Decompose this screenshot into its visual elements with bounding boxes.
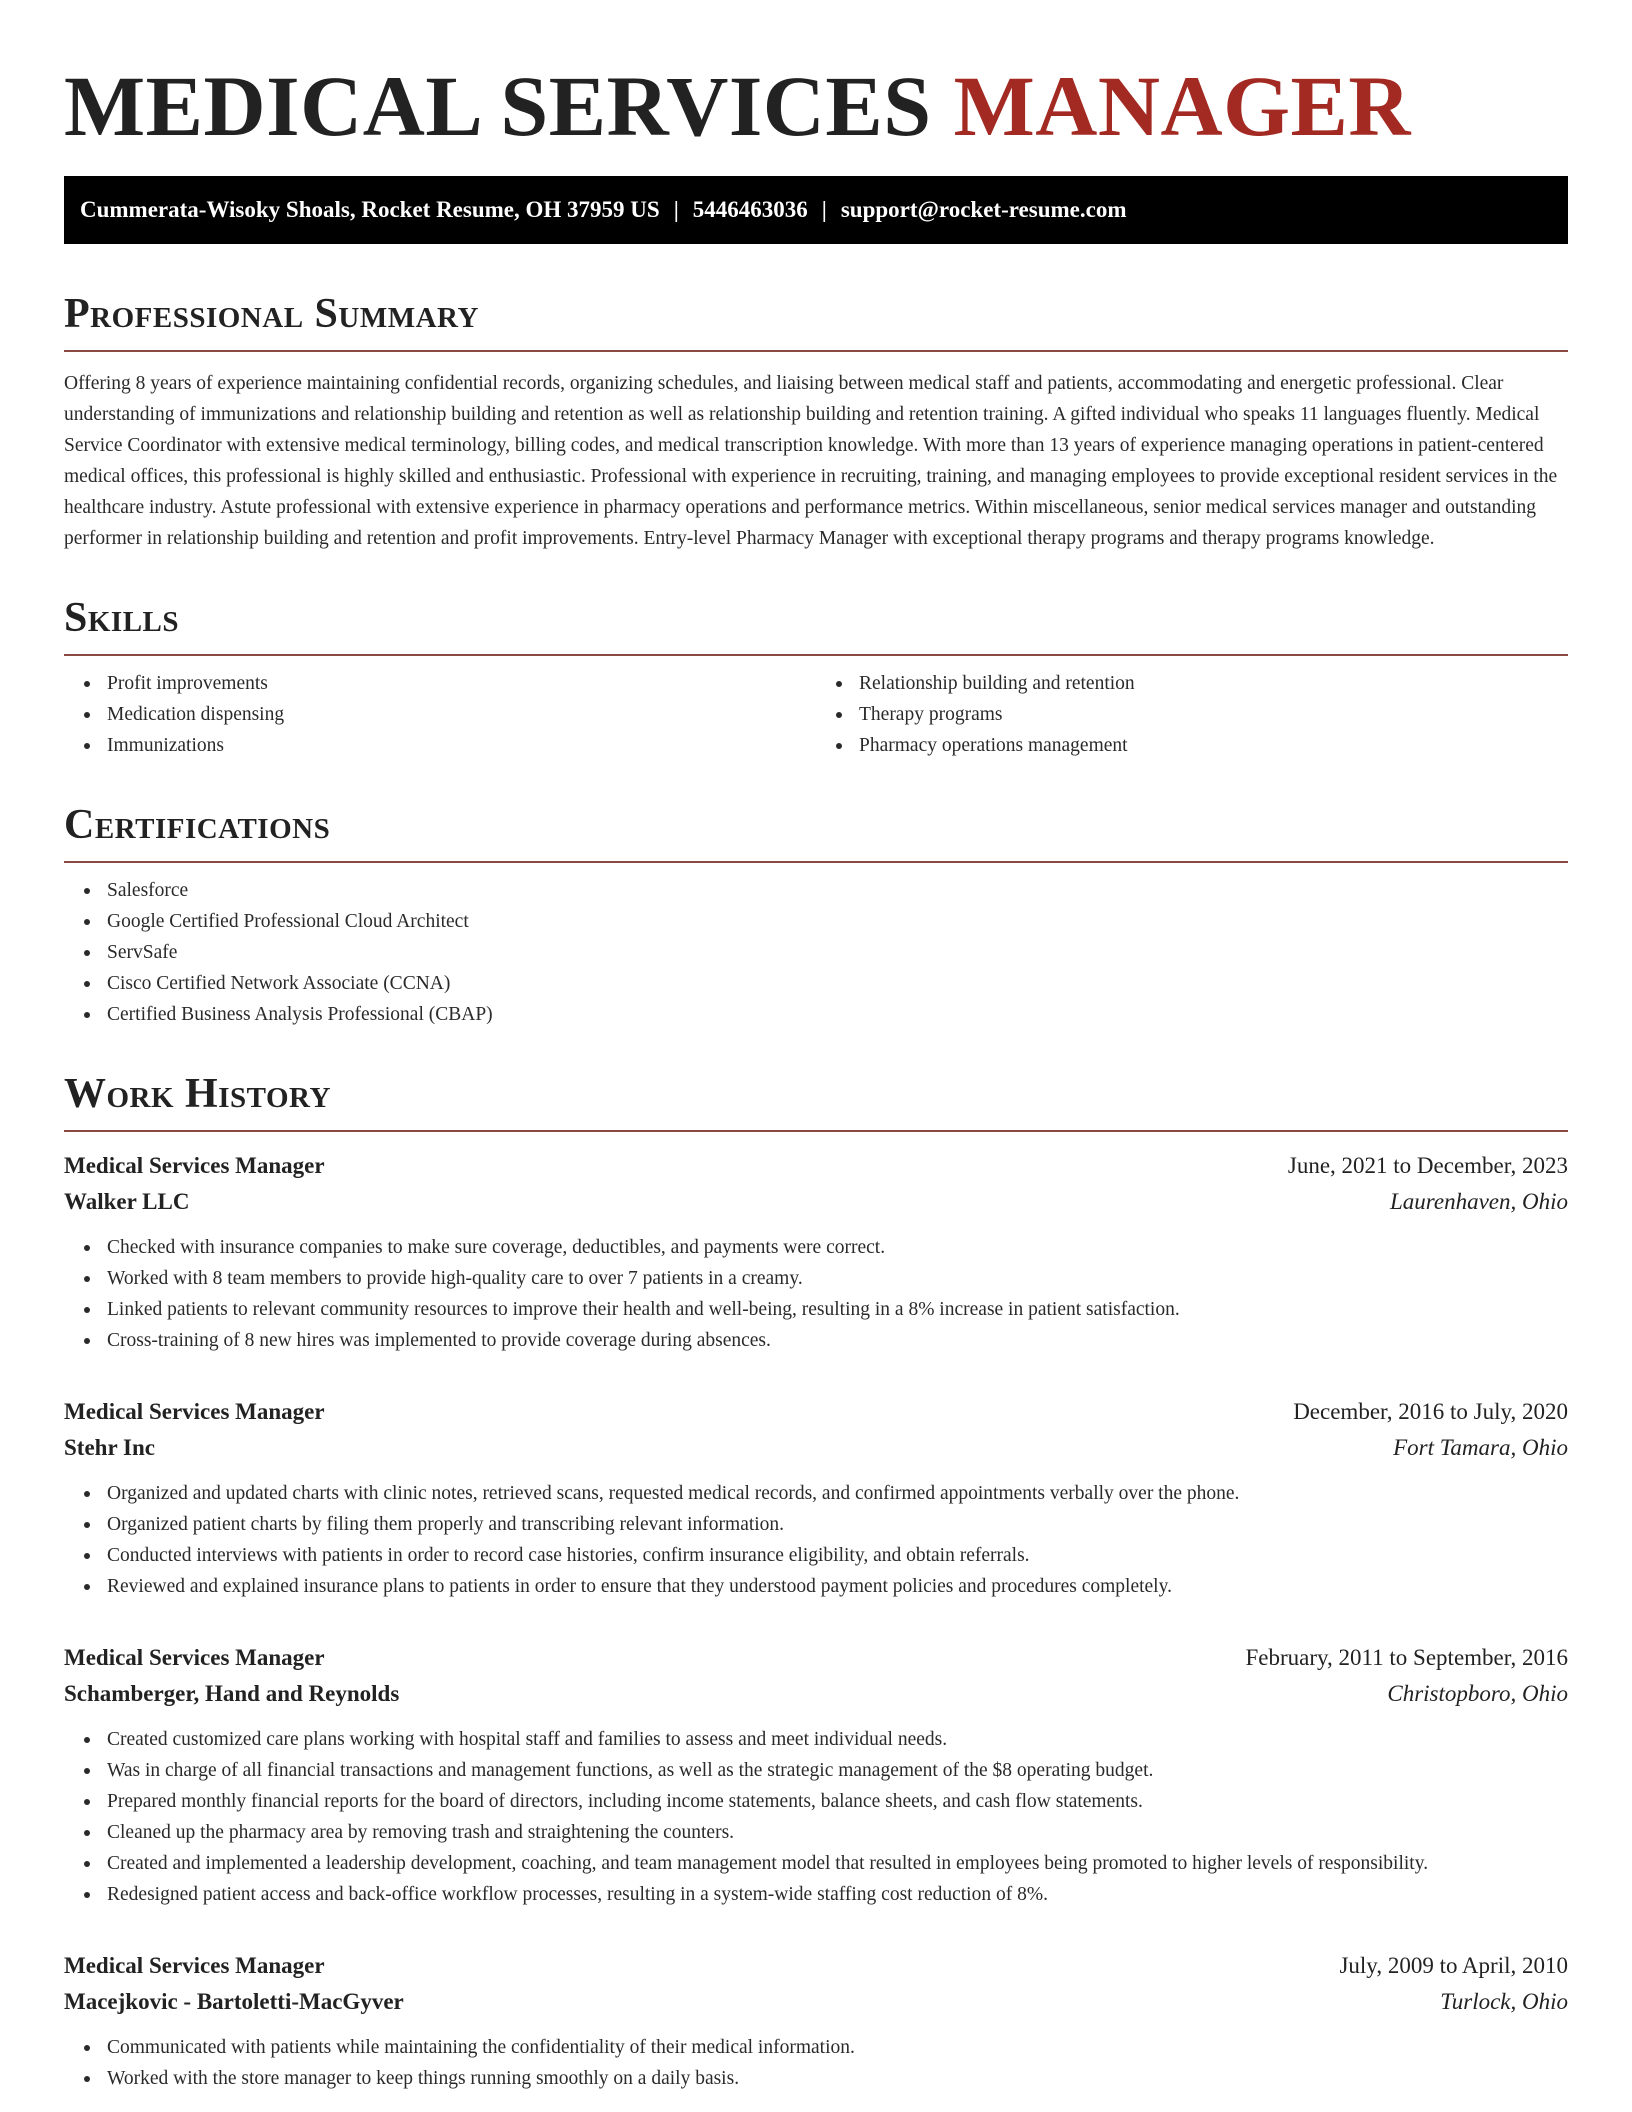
job-company-row	[64, 1184, 1568, 1220]
job-duty: Cross-training of 8 new hires was implemented to provide coverage during absences.	[107, 1325, 1568, 1356]
skills-grid	[64, 656, 1568, 761]
job-duty: Was in charge of all financial transactions and management functions, as well as the strategic management of the $8 operating budget.	[107, 1755, 1568, 1786]
contact-separator: |	[821, 197, 827, 222]
title-accent: MANAGER	[953, 58, 1411, 154]
job-title: Medical Services Manager	[64, 1399, 325, 1424]
job-duty: Organized patient charts by filing them properly and transcribing relevant information.	[107, 1509, 1568, 1540]
certifications-list	[64, 875, 1568, 1030]
job-entry	[64, 1394, 1568, 1602]
job-header-row	[64, 1148, 1568, 1184]
job-duty: Reviewed and explained insurance plans to patients in order to ensure that they understood payment policies and procedures completely.	[107, 1571, 1568, 1602]
contact-phone[interactable]: 5446463036	[692, 197, 808, 222]
job-company: Schamberger, Hand and Reynolds	[64, 1681, 400, 1706]
work-history-heading: Work History	[64, 1070, 1568, 1132]
job-duty: Redesigned patient access and back-office workflow processes, resulting in a system-wide staffing cost reduction of 8%.	[107, 1879, 1568, 1910]
job-entry	[64, 1640, 1568, 1910]
job-entry	[64, 1148, 1568, 1356]
job-company: Stehr Inc	[64, 1435, 155, 1460]
job-duty: Worked with the store manager to keep things running smoothly on a daily basis.	[107, 2063, 1568, 2094]
job-location: Laurenhaven, Ohio	[1389, 1189, 1568, 1214]
skill-item: Profit improvements	[107, 668, 816, 699]
job-title: Medical Services Manager	[64, 1153, 325, 1178]
job-duty: Prepared monthly financial reports for the board of directors, including income statements, balance sheets, and cash flow statements.	[107, 1786, 1568, 1817]
summary-heading: Professional Summary	[64, 290, 1568, 352]
contact-email[interactable]: support@rocket-resume.com	[840, 197, 1127, 222]
job-location: Turlock, Ohio	[1440, 1989, 1568, 2014]
job-header-row	[64, 1640, 1568, 1676]
job-title: Medical Services Manager	[64, 1953, 325, 1978]
job-title: Medical Services Manager	[64, 1645, 325, 1670]
skills-list-right	[816, 668, 1568, 761]
job-header-row	[64, 1948, 1568, 1984]
job-duty: Worked with 8 team members to provide high-quality care to over 7 patients in a creamy.	[107, 1263, 1568, 1294]
certification-item: Certified Business Analysis Professional (CBAP)	[107, 999, 1568, 1030]
job-duties-list	[64, 1232, 1568, 1356]
skill-item: Medication dispensing	[107, 699, 816, 730]
certification-item: Google Certified Professional Cloud Architect	[107, 906, 1568, 937]
certification-item: Cisco Certified Network Associate (CCNA)	[107, 968, 1568, 999]
skills-list-left	[64, 668, 816, 761]
job-duty: Created and implemented a leadership development, coaching, and team management model that resulted in employees being promoted to higher levels of responsibility.	[107, 1848, 1568, 1879]
job-duties-list	[64, 2032, 1568, 2094]
job-duty: Organized and updated charts with clinic notes, retrieved scans, requested medical records, and confirmed appointments verbally over the phone.	[107, 1478, 1568, 1509]
job-location: Christopboro, Ohio	[1387, 1681, 1568, 1706]
certifications-heading: Certifications	[64, 801, 1568, 863]
job-duties-list	[64, 1478, 1568, 1602]
job-company-row	[64, 1676, 1568, 1712]
contact-separator: |	[673, 197, 679, 222]
skill-item: Relationship building and retention	[859, 668, 1568, 699]
contact-bar	[64, 176, 1568, 244]
job-dates: December, 2016 to July, 2020	[1293, 1399, 1568, 1424]
certification-item: ServSafe	[107, 937, 1568, 968]
job-duty: Communicated with patients while maintaining the confidentiality of their medical information.	[107, 2032, 1568, 2063]
job-header-row	[64, 1394, 1568, 1430]
resume-title	[64, 0, 1568, 156]
job-company: Macejkovic - Bartoletti-MacGyver	[64, 1989, 404, 2014]
job-duties-list	[64, 1724, 1568, 1910]
job-company-row	[64, 1430, 1568, 1466]
contact-address: Cummerata-Wisoky Shoals, Rocket Resume, OH 37959 US	[80, 197, 660, 222]
title-main: MEDICAL SERVICES	[64, 58, 932, 154]
job-duty: Created customized care plans working with hospital staff and families to assess and meet individual needs.	[107, 1724, 1568, 1755]
job-dates: June, 2021 to December, 2023	[1287, 1153, 1568, 1178]
job-entry	[64, 1948, 1568, 2094]
job-dates: February, 2011 to September, 2016	[1245, 1645, 1568, 1670]
job-location: Fort Tamara, Ohio	[1393, 1435, 1568, 1460]
job-duty: Cleaned up the pharmacy area by removing trash and straightening the counters.	[107, 1817, 1568, 1848]
skill-item: Immunizations	[107, 730, 816, 761]
certification-item: Salesforce	[107, 875, 1568, 906]
job-company-row	[64, 1984, 1568, 2020]
job-company: Walker LLC	[64, 1189, 190, 1214]
job-dates: July, 2009 to April, 2010	[1339, 1953, 1568, 1978]
skill-item: Pharmacy operations management	[859, 730, 1568, 761]
job-duty: Checked with insurance companies to make sure coverage, deductibles, and payments were correct.	[107, 1232, 1568, 1263]
job-duty: Conducted interviews with patients in order to record case histories, confirm insurance eligibility, and obtain referrals.	[107, 1540, 1568, 1571]
summary-text: Offering 8 years of experience maintaining confidential records, organizing schedules, and liaising between medical staff and patients, accommodating and energetic professional. Clear understanding of immunizations and relationship building and retention as well as relationship building and retention training. A gifted individual who speaks 11 languages fluently. Medical Service Coordinator with extensive medical terminology, billing codes, and medical transcription knowledge. With more than 13 years of experience managing operations in patient-centered medical offices, this professional is highly skilled and enthusiastic. Professional with experience in recruiting, training, and managing employees to provide exceptional resident services in the healthcare industry. Astute professional with extensive experience in pharmacy operations and performance metrics. Within miscellaneous, senior medical services manager and outstanding performer in relationship building and retention and profit improvements. Entry-level Pharmacy Manager with exceptional therapy programs and therapy programs knowledge.	[64, 373, 1558, 549]
skill-item: Therapy programs	[859, 699, 1568, 730]
skills-heading: Skills	[64, 594, 1568, 656]
job-duty: Linked patients to relevant community resources to improve their health and well-being, resulting in a 8% increase in patient satisfaction.	[107, 1294, 1568, 1325]
